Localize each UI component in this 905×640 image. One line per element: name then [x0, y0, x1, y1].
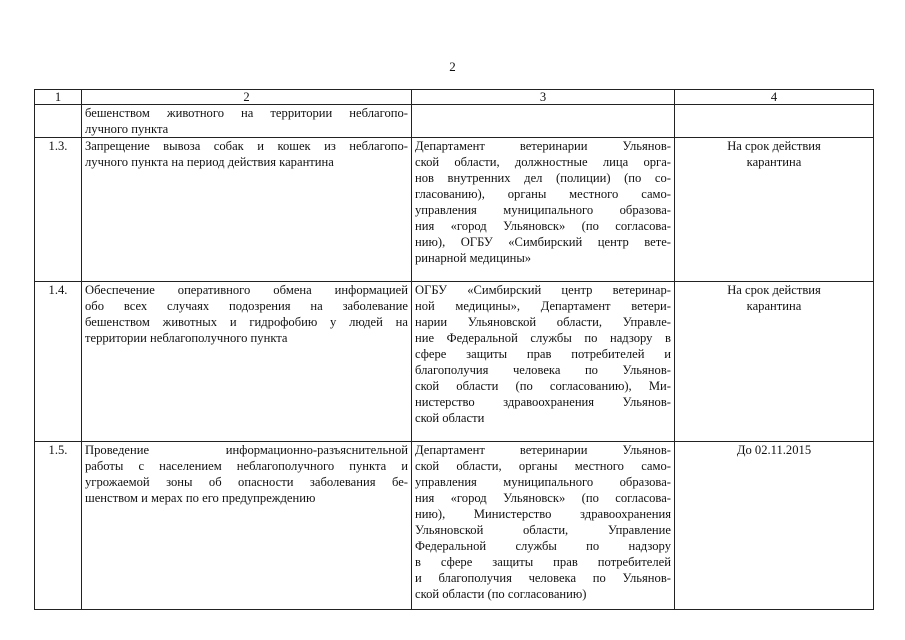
measure-text-line: угрожаемой зоны об опасности заболевания бе- [85, 475, 408, 489]
responsible-text-line: ской области [415, 411, 485, 425]
responsible-text-line: ной медицины», Департамент ветери- [415, 299, 671, 313]
responsible-text-line: ской области (по согласованию), Ми- [415, 379, 671, 393]
measure-text-line: бешенством животных и гидрофобию у людей на [85, 315, 408, 329]
measure-text [82, 282, 412, 442]
measure-text [82, 442, 412, 610]
measures-table [34, 89, 874, 610]
measure-text [82, 105, 412, 138]
measure-text-line: шенством и мерах по его предупреждению [85, 491, 316, 505]
responsible-text [412, 138, 675, 282]
term-text [675, 105, 874, 138]
measure-text-line: Обеспечение оперативного обмена информацией [85, 283, 408, 297]
measure-text-line: территории неблагополучного пункта [85, 331, 288, 345]
measure-text-line: работы с населением неблагополучного пункта и [85, 459, 408, 473]
page-number: 2 [449, 59, 456, 74]
responsible-text-line: нов внутренних дел (полиции) (по со- [415, 171, 671, 185]
table-row [35, 282, 874, 442]
term-text [675, 282, 874, 442]
term-text [675, 442, 874, 610]
responsible-text-line: нию), ОГБУ «Симбирский центр вете- [415, 235, 671, 249]
responsible-text-line: и благополучия человека по Ульянов- [415, 571, 671, 585]
responsible-text-line: Федеральной службы по надзору [415, 539, 671, 553]
responsible-text-line: ния «город Ульяновск» (по согласова- [415, 491, 671, 505]
row-number: 1.4. [35, 282, 82, 442]
table-row [35, 442, 874, 610]
responsible-text [412, 442, 675, 610]
header-col-4: 4 [675, 90, 874, 105]
header-col-3: 3 [412, 90, 675, 105]
term-text-line: карантина [746, 299, 802, 313]
row-number [35, 105, 82, 138]
row-number: 1.5. [35, 442, 82, 610]
responsible-text-line: нию), Министерство здравоохранения [415, 507, 671, 521]
responsible-text-line: ской области, должностные лица орга- [415, 155, 671, 169]
responsible-text [412, 282, 675, 442]
measure-text-line: Запрещение вывоза собак и кошек из неблагопо- [85, 139, 408, 153]
responsible-text-line: сфере защиты прав потребителей и [415, 347, 671, 361]
responsible-text-line: ринарной медицины» [415, 251, 532, 265]
measure-text-line: лучного пункта [85, 122, 169, 136]
responsible-text-line: гласованию), органы местного само- [415, 187, 671, 201]
term-text-line: карантина [746, 155, 802, 169]
header-col-2: 2 [82, 90, 412, 105]
term-text-line: До 02.11.2015 [736, 443, 812, 457]
measure-text-line: лучного пункта на период действия карантина [85, 155, 334, 169]
table-row [35, 138, 874, 282]
table-row [35, 105, 874, 138]
measure-text-line: обо всех случаях подозрения на заболевание [85, 299, 408, 313]
responsible-text [412, 105, 675, 138]
responsible-text-line: ОГБУ «Симбирский центр ветеринар- [415, 283, 671, 297]
responsible-text-line: ской области (по согласованию) [415, 587, 587, 601]
responsible-text-line: в сфере защиты прав потребителей [415, 555, 671, 569]
responsible-text-line: Департамент ветеринарии Ульянов- [415, 443, 671, 457]
header-col-1: 1 [35, 90, 82, 105]
row-number: 1.3. [35, 138, 82, 282]
responsible-text-line: нарии Ульяновской области, Управле- [415, 315, 671, 329]
responsible-text-line: нистерство здравоохранения Ульянов- [415, 395, 671, 409]
measure-text-line: бешенством животного на территории неблагопо- [85, 106, 408, 120]
responsible-text-line: управления муниципального образова- [415, 475, 671, 489]
measure-text [82, 138, 412, 282]
responsible-text-line: благополучия человека по Ульянов- [415, 363, 671, 377]
responsible-text-line: ние Федеральной службы по надзору в [415, 331, 671, 345]
responsible-text-line: ния «город Ульяновск» (по согласова- [415, 219, 671, 233]
term-text [675, 138, 874, 282]
responsible-text-line: ской области, органы местного само- [415, 459, 671, 473]
measure-text-line: Проведение информационно-разъяснительной [85, 443, 408, 457]
term-text-line: На срок действия [727, 139, 821, 153]
table-header-row [35, 90, 874, 105]
responsible-text-line: Ульяновской области, Управление [415, 523, 671, 537]
responsible-text-line: управления муниципального образова- [415, 203, 671, 217]
term-text-line: На срок действия [727, 283, 821, 297]
responsible-text-line: Департамент ветеринарии Ульянов- [415, 139, 671, 153]
